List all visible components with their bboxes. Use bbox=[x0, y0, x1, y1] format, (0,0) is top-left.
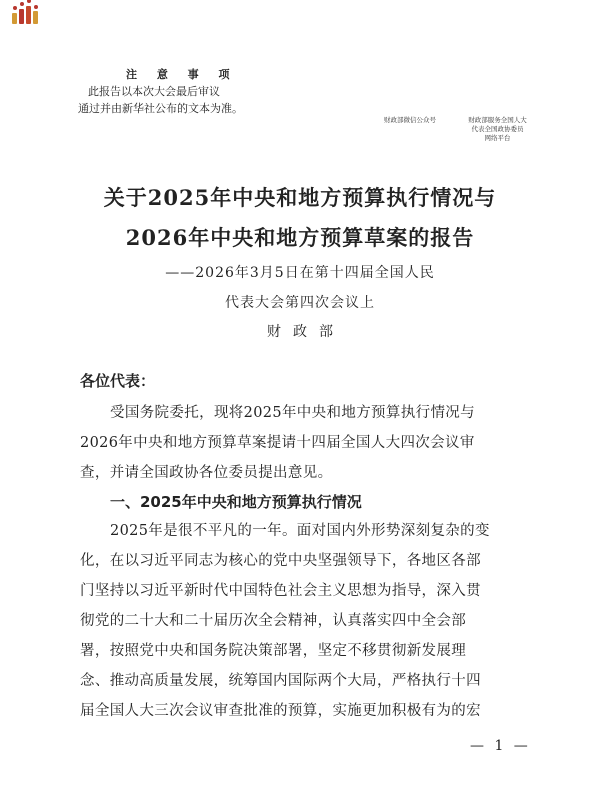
qr-caption-wechat bbox=[370, 116, 450, 125]
paragraph-line: 2026年中央和地方预算草案提请十四届全国人大四次会议审 bbox=[80, 435, 475, 451]
qr-caption-text: 网络平台 bbox=[484, 134, 511, 142]
paragraph-line: 2025年是很不平凡的一年。面对国内外形势深刻复杂的变 bbox=[110, 523, 490, 539]
paragraph-line: 化，在以习近平同志为核心的党中央坚强领导下，各地区各部 bbox=[80, 553, 481, 569]
section-heading: 一、2025年中央和地方预算执行情况 bbox=[110, 493, 362, 511]
qr-caption-text: 代表全国政协委员 bbox=[471, 125, 524, 133]
qr-caption-text: 财政部服务全国人大 bbox=[468, 116, 527, 124]
paragraph bbox=[80, 516, 520, 726]
paragraph-line: 届全国人大三次会议审查批准的预算，实施更加积极有为的宏 bbox=[80, 703, 481, 719]
paragraph-line: 念、推动高质量发展，统筹国内国际两个大局，严格执行十四 bbox=[80, 673, 481, 689]
paragraph-line: 署，按照党中央和国务院决策部署，坚定不移贯彻新发展理 bbox=[80, 643, 467, 659]
qr-caption-text: 财政部微信公众号 bbox=[384, 116, 436, 124]
paragraph-line: 门坚持以习近平新时代中国特色社会主义思想为指导，深入贯 bbox=[80, 583, 481, 599]
paragraph bbox=[80, 398, 520, 488]
logo-icon bbox=[12, 4, 42, 24]
notice-line: 此报告以本次大会最后审议 bbox=[88, 85, 220, 98]
paragraph-line: 彻党的二十大和二十届历次全会精神，认真落实四中全会部 bbox=[80, 613, 467, 629]
paragraph-line: 查，并请全国政协各位委员提出意见。 bbox=[80, 465, 333, 481]
report-title-line: 关于2025年中央和地方预算执行情况与 bbox=[103, 185, 497, 210]
page-number: — 1 — bbox=[470, 738, 531, 754]
department-name: 财政部 bbox=[267, 324, 345, 340]
salutation: 各位代表： bbox=[80, 372, 156, 390]
qr-caption-platform bbox=[455, 116, 540, 143]
notice-block bbox=[78, 66, 288, 117]
report-title-line: 2026年中央和地方预算草案的报告 bbox=[125, 225, 475, 250]
paragraph-line: 受国务院委托，现将2025年中央和地方预算执行情况与 bbox=[110, 405, 475, 421]
report-subtitle-line: 代表大会第四次会议上 bbox=[225, 295, 375, 311]
notice-title: 注 意 事 项 bbox=[126, 68, 238, 81]
report-subtitle-line: ——2026年3月5日在第十四届全国人民 bbox=[165, 265, 435, 281]
notice-line: 通过并由新华社公布的文本为准。 bbox=[78, 102, 243, 115]
